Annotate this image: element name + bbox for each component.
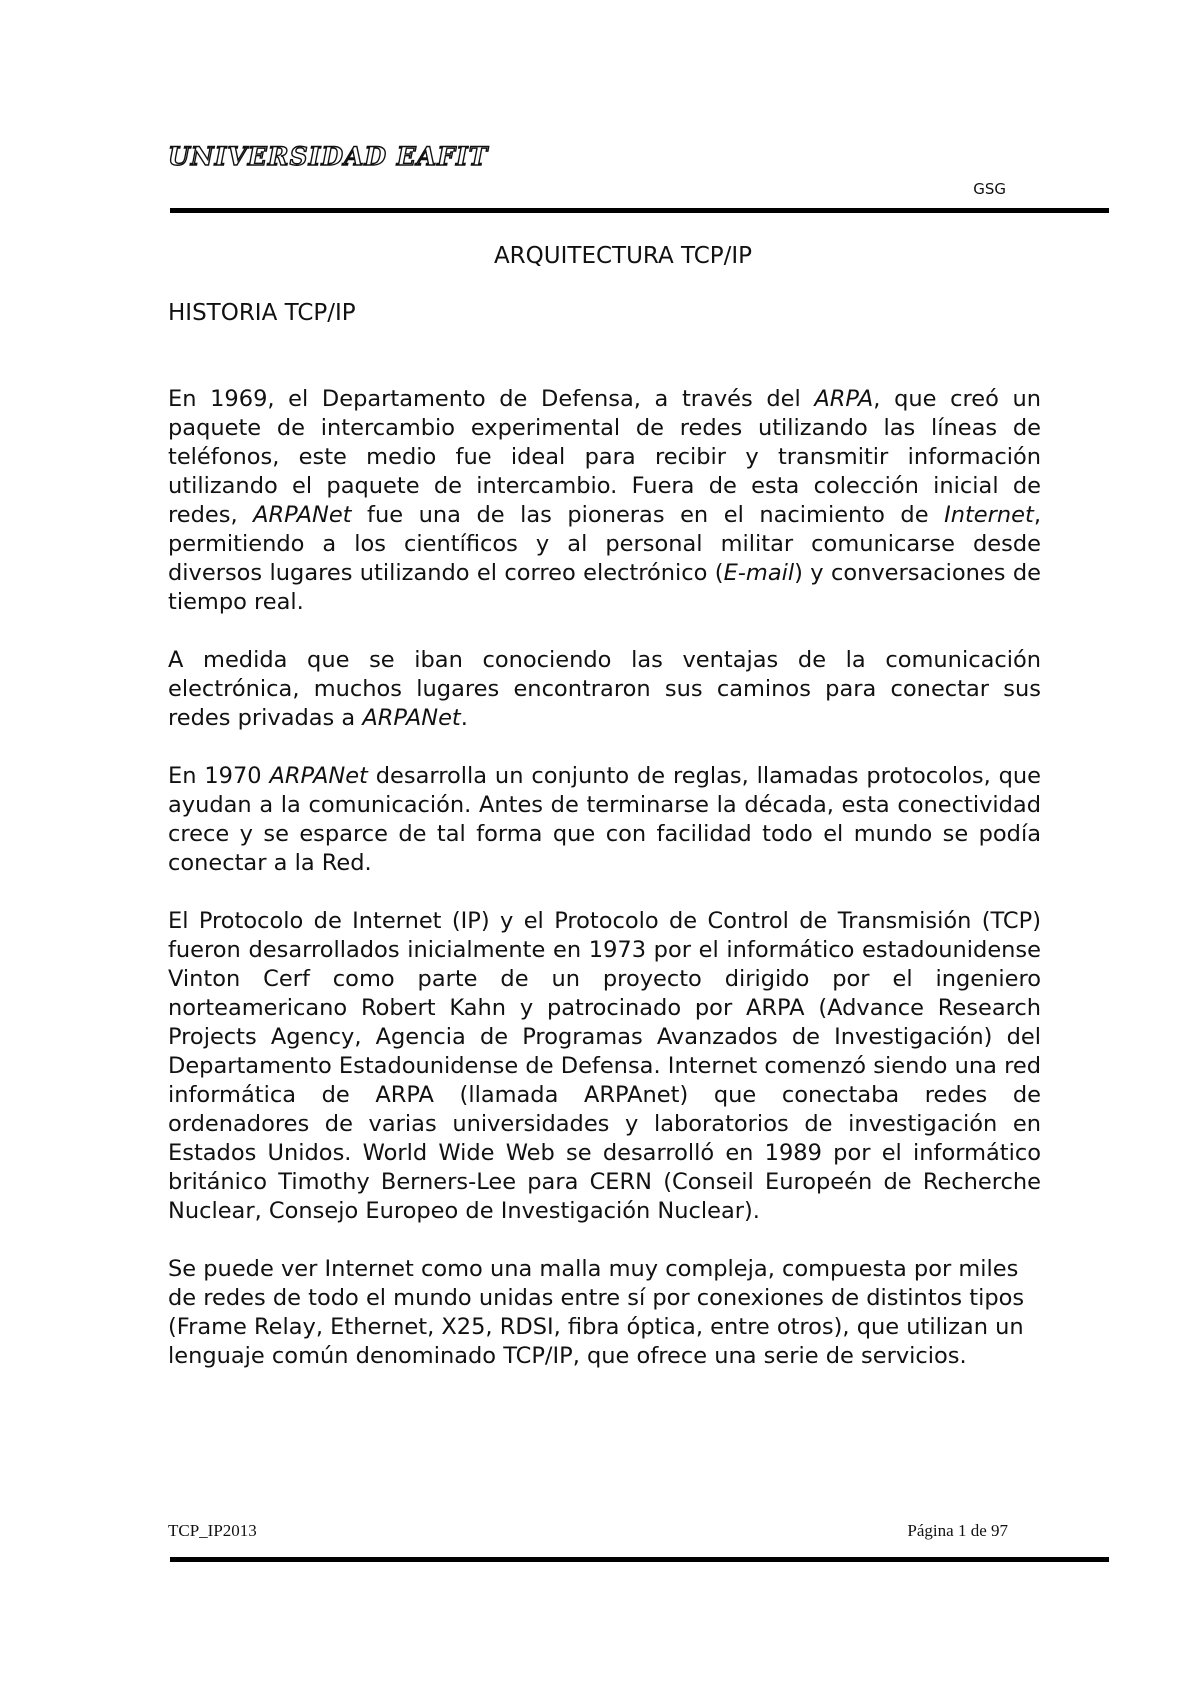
italic-term: ARPANet (253, 502, 352, 528)
italic-term: ARPANet (362, 705, 461, 731)
italic-term: ARPANet (269, 763, 368, 789)
paragraph: Se puede ver Internet como una malla muy compleja, compuesta por miles de redes de todo el mundo unidas entre sí por conexiones de distintos tipos (Frame Relay, Ethernet, X25, RDSI, fibra óptica, entre otros), que utilizan un lenguaje común denominado TCP/IP, que ofrece una serie de servicios. (168, 1256, 1025, 1369)
paragraph: En 1969, el Departamento de Defensa, a través del ARPA, que creó un paquete de intercambio experimental de redes utilizando las líneas de teléfonos, este medio fue ideal para recibir y transmitir información utilizando el paquete de intercambio. Fuera de esta colección inicial de redes, ARPANet fue una de las pioneras en el nacimiento de Internet, permitiendo a los científicos y al personal militar comunicarse desde diversos lugares utilizando el correo electrónico (E-mail) y conversaciones de tiempo real. (168, 386, 1041, 615)
footer-rule (170, 1557, 1109, 1562)
header-university-name: UNIVERSIDAD EAFIT (168, 142, 489, 171)
italic-term: ARPA (814, 386, 874, 412)
footer-document-id: TCP_IP2013 (168, 1521, 257, 1540)
italic-term: E-mail (723, 560, 795, 586)
footer-page-number: Página 1 de 97 (907, 1521, 1008, 1540)
document-title: ARQUITECTURA TCP/IP (493, 243, 753, 269)
section-heading: HISTORIA TCP/IP (168, 300, 356, 326)
paragraph: El Protocolo de Internet (IP) y el Protocolo de Control de Transmisión (TCP) fueron desarrollados inicialmente en 1973 por el informático estadounidense Vinton Cerf como parte de un proyecto dirigido por el ingeniero norteamericano Robert Kahn y patrocinado por ARPA (Advance Research Projects Agency, Agencia de Programas Avanzados de Investigación) del Departamento Estadounidense de Defensa. Internet comenzó siendo una red informática de ARPA (llamada ARPAnet) que conectaba redes de ordenadores de varias universidades y laboratorios de investigación en Estados Unidos. World Wide Web se desarrolló en 1989 por el informático británico Timothy Berners-Lee para CERN (Conseil Europeén de Recherche Nuclear, Consejo Europeo de Investigación Nuclear). (168, 908, 1041, 1224)
header-rule (170, 208, 1109, 213)
header-initials: GSG (973, 180, 1006, 198)
paragraph: En 1970 ARPANet desarrolla un conjunto de reglas, llamadas protocolos, que ayudan a la comunicación. Antes de terminarse la década, esta conectividad crece y se esparce de tal forma que con facilidad todo el mundo se podía conectar a la Red. (168, 763, 1041, 876)
paragraph: A medida que se iban conociendo las ventajas de la comunicación electrónica, muchos lugares encontraron sus caminos para conectar sus redes privadas a ARPANet. (168, 647, 1041, 731)
italic-term: Internet (944, 502, 1034, 528)
body-text (168, 385, 1041, 1400)
